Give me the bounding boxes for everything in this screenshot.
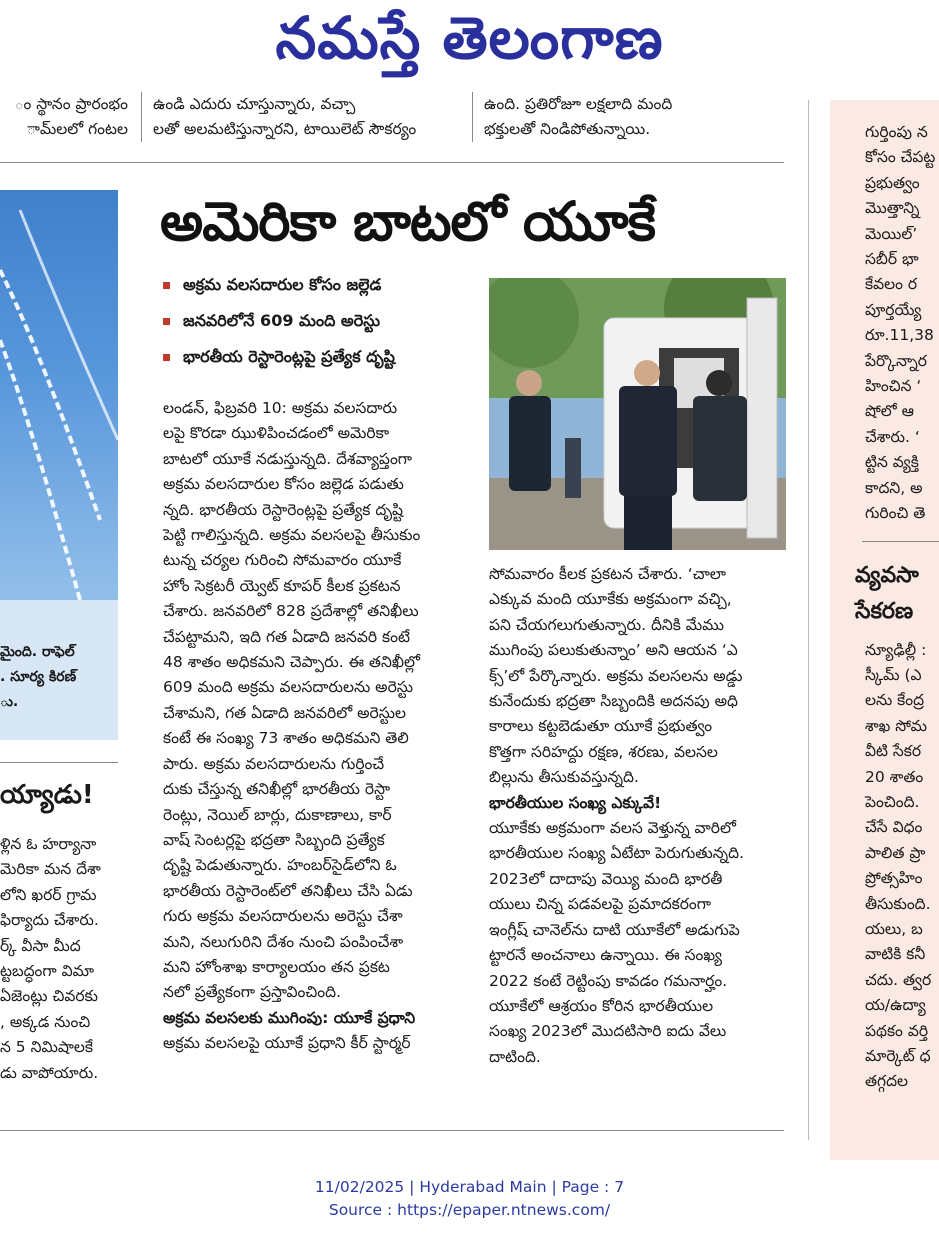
column-divider [141,92,142,142]
left-story-body [0,832,120,1086]
text-line: తగ్గదల [865,1072,909,1091]
text-line: యలు, బ [865,919,923,938]
text-line: 20 శాతం [865,767,924,786]
masthead [0,0,939,78]
article-line: అక్రమ వలసదారుల కోసం జల్లెడ పడుతు [163,475,404,494]
text-line: మొత్తాన్ని [865,199,920,218]
article-line: చేశారు. జనవరిలో 828 ప్రదేశాల్లో తనిఖీలు [163,602,419,621]
article-line: అక్రమ వలసలపై యూకే ప్రధాని కీర్ స్టార్మర్ [163,1034,411,1053]
sidebar-top-text [830,100,939,527]
text-line: లను కేంద్ర [865,691,925,710]
article-line: న్నది. భారతీయ రెస్టారెంట్లపై ప్రత్యేక దృష్టి [163,500,404,519]
bullet-item: జనవరిలోనే 609 మంది అరెస్టు [163,306,483,342]
article-line: బాటలో యూకే నడుస్తున్నది. దేశవ్యాప్తంగా [163,449,413,468]
article-line: కునేందుకు భద్రతా సిబ్బందికి అదనపు అధి [489,692,738,711]
text-line: మెరికా మన దేశా [0,860,101,879]
text-line: పెంచింది. [865,792,920,811]
text-line: మెయిల్’ [865,224,918,243]
left-story-headline: య్యాడు! [0,780,94,810]
text-line: చదు. త్వర [865,970,932,989]
police-arrest-photo [489,278,786,550]
text-line: ర్క్ వీసా మీద [0,936,81,955]
article-line: మని, నలుగురిని దేశం నుంచి పంపించేశా [163,932,404,951]
headline-line: వ్యవసా [855,562,919,588]
newspaper-logo-title: నమస్తే తెలంగాణ [275,4,664,72]
article-line: యులు చిన్న పడవలపై ప్రమాదకరంగా [489,895,712,914]
article-line: మని హోంశాఖ కార్యాలయం తన ప్రకట [163,957,390,976]
text-line: ప్రభుత్వం [865,173,920,192]
headline-line: సేకరణ [855,598,914,624]
caption-line: . సూర్య కిరణ్ [0,669,77,685]
news-photo [489,278,786,550]
text-line: తీసుకుంది. [865,894,931,913]
article-line: ఇంగ్లీష్ చానెల్‌ను దాటి యూకేలో అడుగుపె [489,920,740,939]
article-line: యూకేలో ఆశ్రయం కోరిన భారతీయుల [489,996,714,1015]
text-line: భక్తులతో నిండిపోతున్నాయి. [484,120,651,139]
column-divider [472,92,473,142]
article-line: బిల్లును తీసుకువస్తున్నది. [489,768,639,787]
article-line: భారతీయుల సంఖ్య ఏటేటా పెరుగుతున్నది. [489,844,745,863]
article-line: 609 మంది అక్రమ వలసదారులను అరెస్టు [163,678,414,697]
article-line: లండన్, ఫిబ్రవరి 10: అక్రమ వలసదారు [163,399,398,417]
text-line: కాదని, అ [865,478,923,497]
article-line: పెట్టి గాలిస్తున్నది. అక్రమ వలసలపై తీసుకుం [163,526,421,545]
highlight-bullets [163,270,483,378]
text-line: గురించి తె [865,504,926,523]
text-line: కోసం చేపట్ట [865,148,936,167]
right-sidebar [830,100,939,1160]
article-line: యూకేకు అక్రమంగా వలస వెళ్తున్న వారిలో [489,819,736,838]
article-subheading: భారతీయుల సంఖ్య ఎక్కువే! [489,793,662,812]
text-line: ళ్లిన ఓ హర్యానా [0,835,97,853]
text-line: లోని ఖరర్ గ్రామ [0,885,97,904]
article-line: భారతీయ రెస్టారెంట్‌లో తనిఖీలు చేసి ఏడు [163,881,413,900]
text-line: పూర్తయ్యే [865,300,922,319]
top-strip-middle [153,92,458,143]
article-line: 2023లో దాదాపు వెయ్యి మంది భారతీ [489,869,723,888]
article-column-left [163,396,461,1057]
article-line: గురు అక్రమ వలసదారులను అరెస్టు చేశా [163,907,403,926]
horizontal-rule [0,1130,784,1131]
article-line: రెంట్లు, నెయిల్ బార్లు, దుకాణాలు, కార్ [163,805,392,824]
caption-line: మైంది. రాఫెల్ [0,644,75,660]
horizontal-rule [0,162,784,163]
text-line: డు వాపోయారు. [0,1063,99,1082]
article-subheading: అక్రమ వలసలకు ముగింపు: యూకే ప్రధాని [163,1008,416,1027]
horizontal-rule [0,762,118,763]
bullet-item: అక్రమ వలసదారుల కోసం జల్లెడ [163,270,483,306]
source-link[interactable]: Source : https://epaper.ntnews.com/ [328,1201,611,1219]
article-line: పని చేయగలుగుతున్నారు. దీనికి మేము [489,615,724,634]
article-line: లపై కొరడా ఝుళిపించడంలో అమెరికా [163,424,390,443]
text-line: చేసే విధం [865,818,923,837]
contrails-graphic [0,190,118,600]
text-line: న 5 నిమిషాలకే [0,1038,93,1057]
text-line: గుర్తింపు న [865,123,928,141]
text-line: షోలో ఆ [865,402,915,421]
sidebar-body-text [830,630,939,1095]
article-line: ట్టారనే అంచనాలు ఉన్నాయి. ఈ సంఖ్య [489,946,723,965]
bullet-item: భారతీయ రెస్టారెంట్లపై ప్రత్యేక దృష్టి [163,342,483,378]
top-strip-left [0,92,128,143]
text-line: మార్కెట్ ధ [865,1047,931,1065]
article-line: కొత్తగా సరిహద్దు రక్షణ, శరణు, వలసల [489,742,718,761]
article-line: ముగింపు పలుకుతున్నాం’ అని ఆయన ‘ఎ [489,641,738,660]
text-line: న్యూఢిల్లీ : [865,640,927,659]
text-line: వీటి సేకర [865,742,922,761]
article-line: వాష్ సెంటర్లపై భద్రతా సిబ్బంది ప్రత్యేక [163,830,385,849]
text-line: , అక్కడ నుంచి [0,1012,91,1031]
text-line: ఉండి ఎదురు చూస్తున్నారు, వచ్చా [153,95,356,113]
article-line: కారాలు కట్టబెడుతూ యూకే ప్రభుత్వం [489,717,713,736]
main-headline: అమెరికా బాటలో యూకే [160,190,655,253]
article-line: క్స్’లో పేర్కొన్నారు. అక్రమ వలసలను అడ్డు [489,666,743,685]
top-strip-right [484,92,786,143]
article-line: 2022 కంటే రెట్టింపు కావడం గమనార్హం. [489,971,728,990]
text-line: శాఖ సోమ [865,716,927,735]
sidebar-headline [830,542,939,630]
text-line: చేశారు. ‘ [865,427,920,446]
column-divider [808,100,809,1140]
article-column-right [489,562,786,1070]
text-line: స్కీమ్ (ఎ [865,665,922,684]
article-line: 48 శాతం అధికమని చెప్పారు. ఈ తనిఖీల్లో [163,653,420,672]
text-line: య/ఉద్యా [865,996,926,1015]
text-line: ఏజెంట్లు చివరకు [0,987,99,1006]
article-line: హోం సెక్రటరీ య్వెట్ కూపర్ కీలక ప్రకటన [163,576,401,595]
article-line: ఎక్కువ మంది యూకేకు అక్రమంగా వచ్చి, [489,590,732,609]
text-line: హించిన ‘ [865,377,922,396]
text-line: ట్టిన వ్యక్తి [865,453,919,472]
text-line: ం స్థానం ప్రారంభం [14,95,128,113]
article-line: చేశామని, గత ఏడాది జనవరిలో అరెస్టుల [163,703,406,722]
text-line: కేవలం ర [865,275,918,294]
article-line: దృష్టి పెడుతున్నారు. హంబర్‌సైడ్‌లోని ఓ [163,856,397,875]
text-line: పాలిత ప్రా [865,843,926,862]
article-line: టున్న చర్యల గురించి సోమవారం యూకే [163,551,402,570]
text-line: రూ.11,38 [865,326,934,345]
text-line: వాటికి కనీ [865,945,926,964]
page-footer [0,1176,939,1222]
edition-info: 11/02/2025 | Hyderabad Main | Page : 7 [314,1178,625,1196]
article-line: సంఖ్య 2023లో మొదటిసారి ఐదు వేలు [489,1022,727,1041]
caption-line: ు. [0,694,19,710]
text-line: పథకం వర్తి [865,1021,929,1040]
text-line: సబీర్ భా [865,250,919,269]
left-photo-caption [0,600,118,740]
article-line: చేపట్టామని, ఇది గత ఏడాది జనవరి కంటే [163,627,410,646]
text-line: ట్టబద్ధంగా విమా [0,962,94,981]
text-line: లతో అలమటిస్తున్నారని, టాయిలెట్ సౌకర్యం [153,120,417,139]
text-line: పేర్కొన్నార [865,351,927,370]
text-line: ఉంది. ప్రతిరోజూ లక్షలాది మంది [484,95,673,113]
article-line: పారు. అక్రమ వలసదారులను గుర్తించే [163,754,385,773]
text-line: ఫిర్యాదు చేశారు. [0,911,99,930]
article-line: సోమవారం కీలక ప్రకటన చేశారు. ‘చాలా [489,565,727,583]
text-line: ామ్‌లలో గంటల [26,120,128,139]
article-line: దాటింది. [489,1047,541,1066]
article-line: దుకు చేస్తున్న తనిఖీల్లో భారతీయ రెస్టా [163,780,391,799]
article-line: నలో ప్రత్యేకంగా ప్రస్తావించింది. [163,983,342,1002]
text-line: ప్రోత్సహిం [865,869,923,888]
article-line: కంటే ఈ సంఖ్య 73 శాతం అధికమని తెలి [163,729,409,748]
